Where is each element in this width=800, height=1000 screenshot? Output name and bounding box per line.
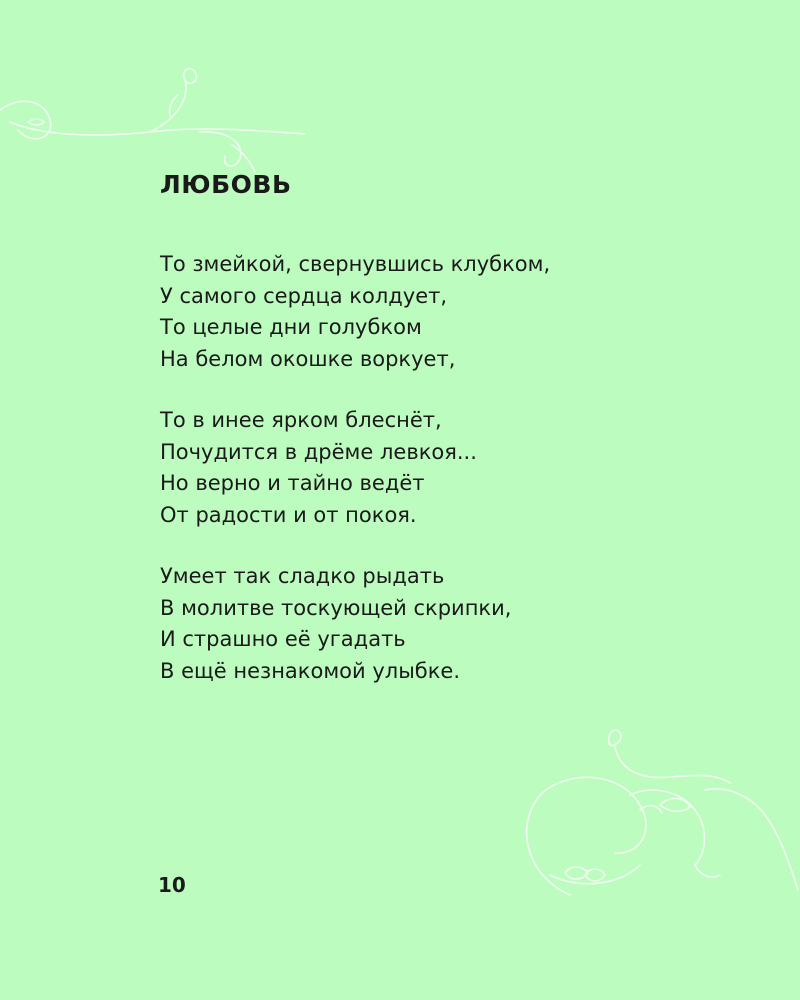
stanza-2 [160, 405, 477, 531]
poem-line: То змейкой, свернувшись клубком, [160, 252, 551, 276]
stanza-1 [160, 249, 550, 375]
poem-line: На белом окошке воркует, [160, 346, 456, 371]
poem-line: И страшно её угадать [160, 627, 406, 651]
floral-ornament-top-icon [0, 60, 310, 180]
poem-line: Умеет так сладко рыдать [160, 564, 445, 588]
poem-line: То в инее ярком блеснёт, [160, 408, 442, 432]
poem-line: Но верно и тайно ведёт [160, 471, 425, 495]
poem-line: В ещё незнакомой улыбке. [160, 658, 460, 683]
poem-line: То целые дни голубком [160, 315, 422, 339]
poem-line: От радости и от покоя. [160, 502, 417, 527]
poem-line: В молитве тоскующей скрипки, [160, 595, 512, 620]
poem-title: ЛЮБОВЬ [160, 170, 292, 199]
stanza-3 [160, 561, 511, 687]
floral-ornament-bottom-icon [510, 715, 800, 915]
poem-line: Почудится в дрёме левкоя... [160, 439, 477, 464]
poem-line: У самого сердца колдует, [160, 283, 448, 308]
page-number: 10 [158, 873, 186, 897]
